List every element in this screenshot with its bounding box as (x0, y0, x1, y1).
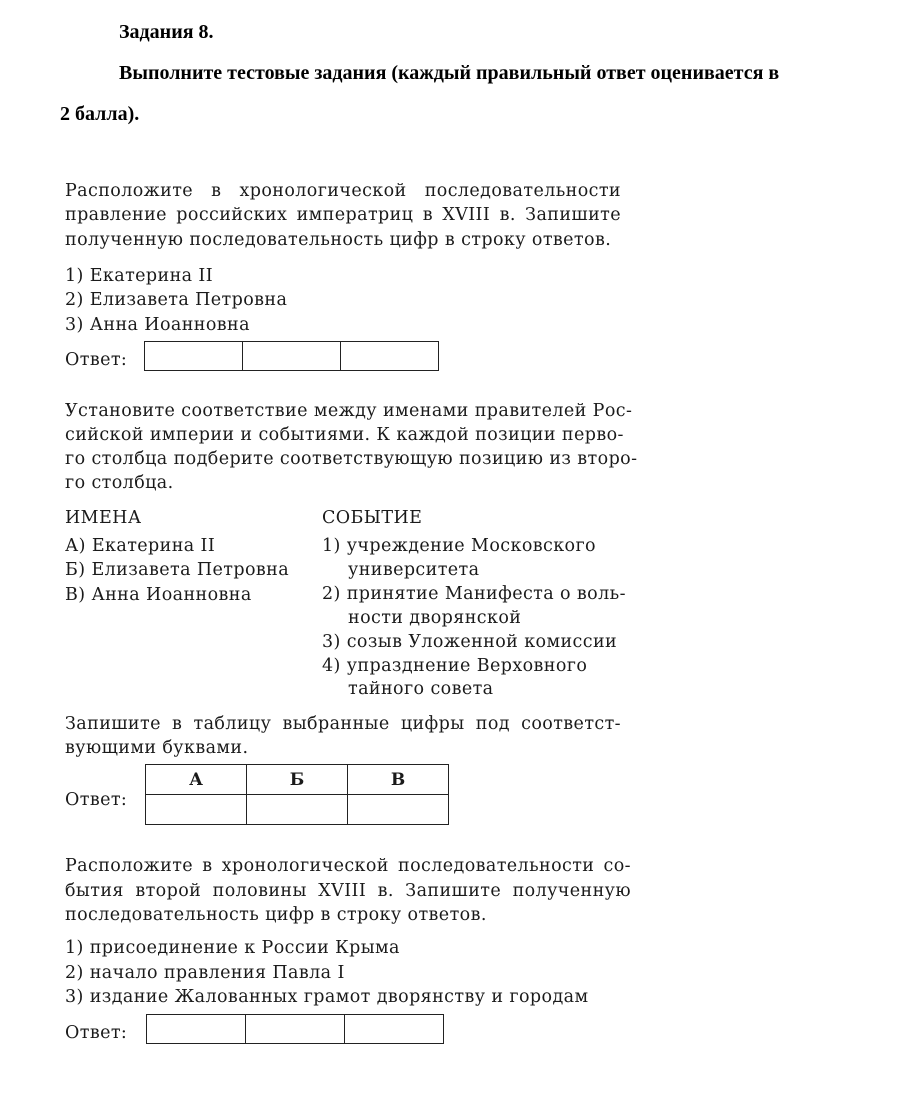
answer-cell[interactable] (247, 795, 348, 825)
table-header-cell: Б (247, 765, 348, 795)
event-item: 3) созыв Уложенной комиссии (322, 632, 618, 652)
event-item: 1) учреждение Московского (322, 536, 596, 556)
instruction-line-1: Выполните тестовые задания (каждый правильный ответ оценивается в (119, 62, 780, 84)
answer-label: Ответ: (65, 1023, 128, 1043)
task-2-instruction-line: Запишите в таблицу выбранные цифры под соответст- (65, 714, 621, 734)
task-1-option: 1) Екатерина II (65, 266, 214, 286)
answer-label: Ответ: (65, 790, 128, 810)
answer-cell[interactable] (341, 342, 439, 371)
event-item: 2) принятие Манифеста о воль- (322, 584, 626, 604)
table-header-cell: В (348, 765, 449, 795)
answer-label: Ответ: (65, 350, 128, 370)
task-3-text-line: Расположите в хронологической последовательности со- (65, 856, 631, 876)
task-3-option: 2) начало правления Павла I (65, 963, 345, 983)
task-1-option: 3) Анна Иоанновна (65, 315, 250, 335)
task-2-text-line: го столбца подберите соответствующую позицию из второ- (65, 449, 638, 469)
task-3-answer-row (146, 1014, 444, 1044)
task-1-text-line: Расположите в хронологической последовательности (65, 181, 621, 201)
answer-cell[interactable] (145, 342, 243, 371)
task-1-option: 2) Елизавета Петровна (65, 290, 288, 310)
table-header-cell: А (146, 765, 247, 795)
answer-cell[interactable] (147, 1015, 246, 1044)
task-2-instruction-line: вующими буквами. (65, 738, 249, 758)
task-1-answer-row (144, 341, 439, 371)
answer-cell[interactable] (146, 795, 247, 825)
task-3-option: 1) присоединение к России Крыма (65, 938, 400, 958)
task-heading: Задания 8. (119, 21, 214, 43)
events-column-header: СОБЫТИЕ (322, 508, 423, 528)
event-item: 4) упразднение Верховного (322, 656, 588, 676)
answer-cell[interactable] (345, 1015, 444, 1044)
task-1-text-line: правление российских императриц в XVIII в. Запишите (65, 205, 621, 225)
instruction-line-2: 2 балла). (60, 103, 140, 125)
answer-cell[interactable] (246, 1015, 345, 1044)
task-2-text-line: го столбца. (65, 473, 174, 493)
name-item: В) Анна Иоанновна (65, 585, 252, 605)
task-3-text-line: бытия второй половины XVIII в. Запишите полученную (65, 881, 631, 901)
answer-cell[interactable] (243, 342, 341, 371)
task-1-text-line: полученную последовательность цифр в строку ответов. (65, 230, 612, 250)
task-3-text-line: последовательность цифр в строку ответов. (65, 905, 487, 925)
task-3-option: 3) издание Жалованных грамот дворянству и городам (65, 987, 589, 1007)
name-item: А) Екатерина II (65, 536, 216, 556)
event-item-continuation: тайного совета (348, 679, 494, 699)
event-item-continuation: университета (348, 560, 480, 580)
task-2-answer-table (145, 764, 449, 825)
event-item-continuation: ности дворянской (348, 608, 522, 628)
name-item: Б) Елизавета Петровна (65, 560, 290, 580)
task-2-text-line: сийской империи и событиями. К каждой позиции перво- (65, 425, 624, 445)
names-column-header: ИМЕНА (65, 508, 142, 528)
answer-cell[interactable] (348, 795, 449, 825)
task-2-text-line: Установите соответствие между именами правителей Рос- (65, 401, 633, 421)
